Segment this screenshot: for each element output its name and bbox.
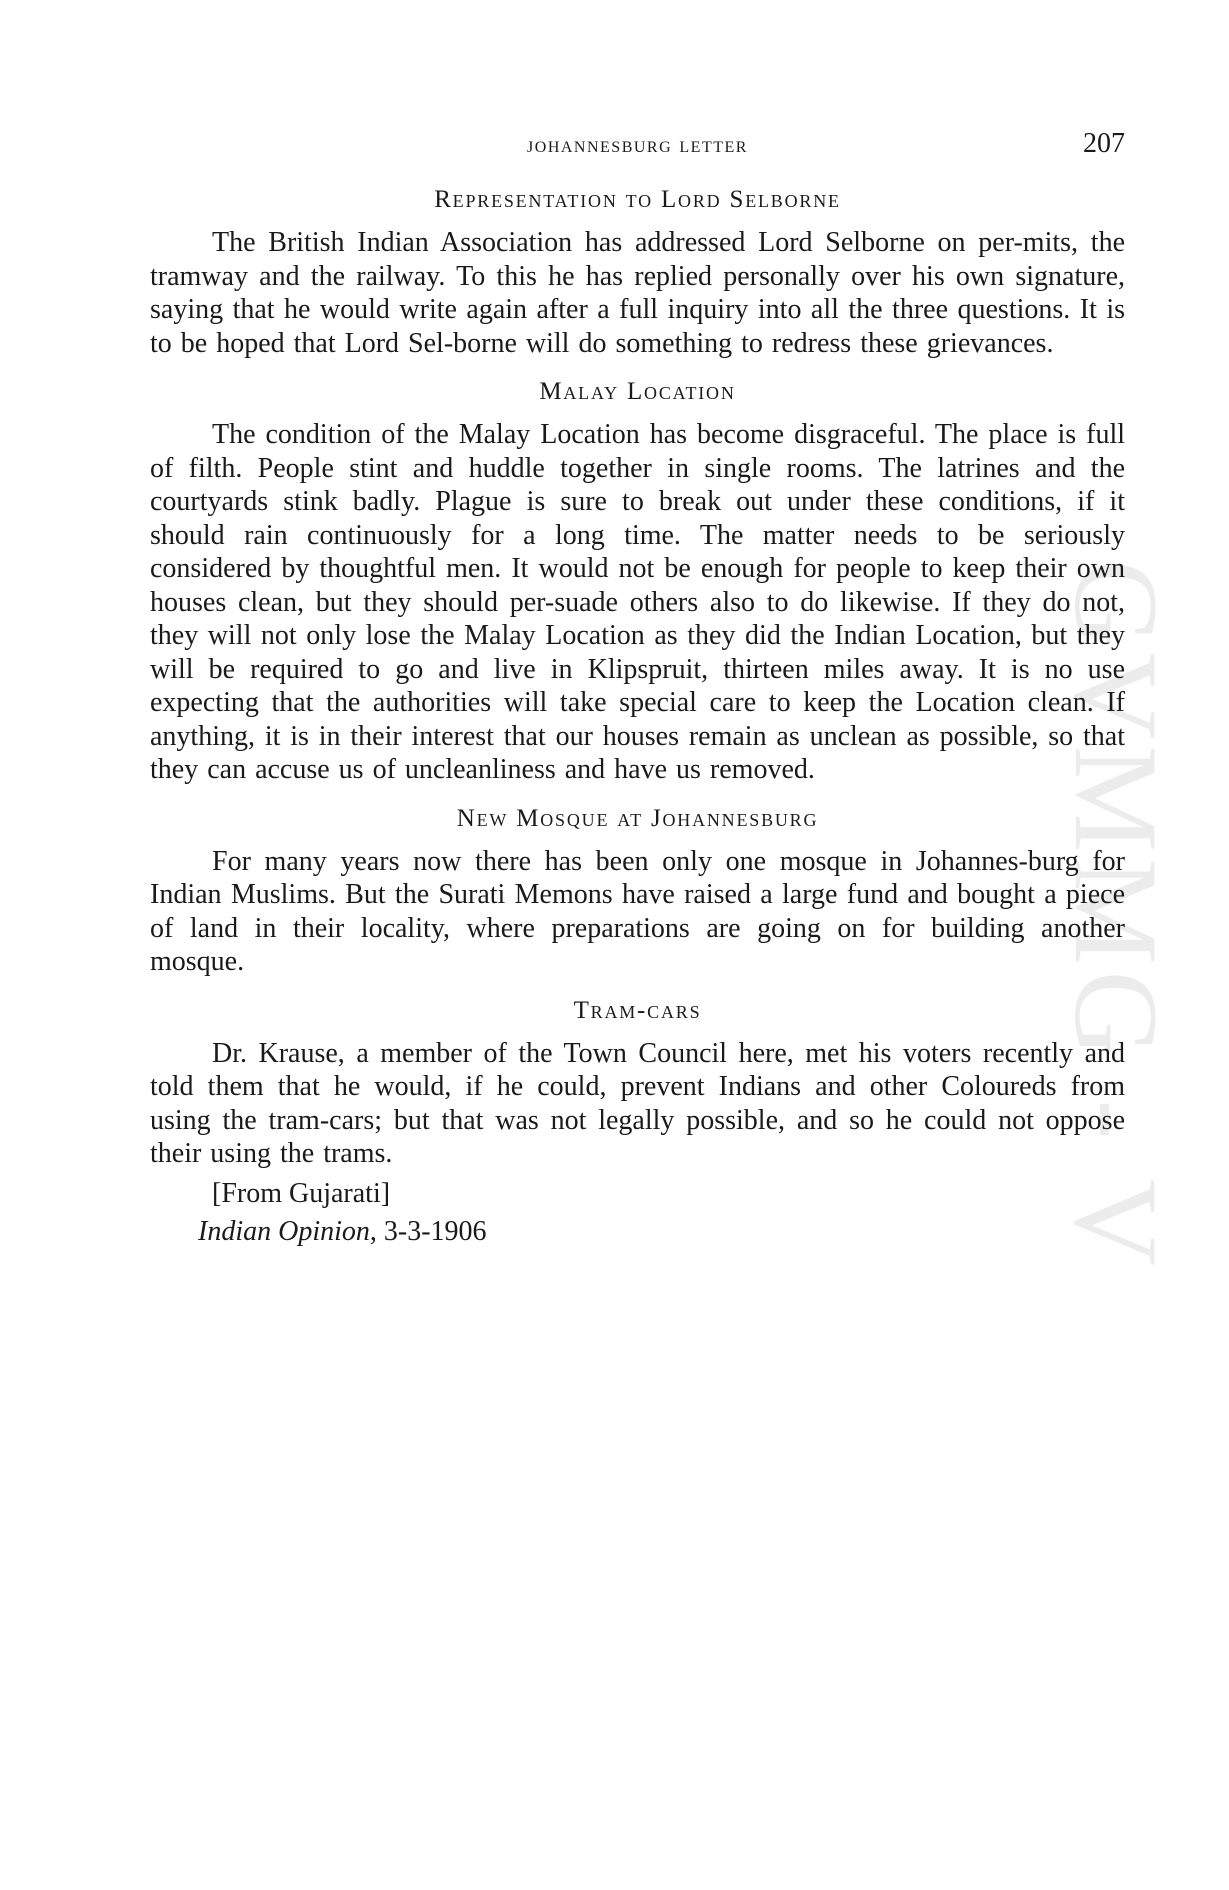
running-head: johannesburg letter xyxy=(527,132,748,157)
section-heading: Tram-cars xyxy=(573,996,702,1024)
section-heading: New Mosque at Johannesburg xyxy=(456,804,819,832)
section-tram-cars xyxy=(150,991,1125,1171)
paragraph: Dr. Krause, a member of the Town Council here, met his voters recently and told them that he would, if he could, prevent Indians and other Coloureds from using the tram-cars; but that was not legally possible, and so he could not oppose their using the trams. xyxy=(150,1037,1125,1169)
citation xyxy=(198,1213,1125,1251)
section-malay-location xyxy=(150,372,1125,787)
page-number: 207 xyxy=(1083,128,1125,159)
section-representation xyxy=(150,180,1125,360)
paragraph: For many years now there has been only one mosque in Johannes-burg for Indian Muslims. But the Surati Memons have raised a large fund and bought a piece of land in their locality, where preparations are going on for building another mosque. xyxy=(150,845,1125,977)
page-body xyxy=(150,180,1125,1251)
publication-title: Indian Opinion xyxy=(198,1215,370,1247)
page-header xyxy=(150,128,1125,168)
section-heading: Malay Location xyxy=(539,378,736,405)
paragraph: The British Indian Association has addressed Lord Selborne on per-mits, the tramway and the railway. To this he has replied personally over his own signature, saying that he would write again after a full inquiry into all the three questions. It is to be hoped that Lord Sel-borne will do something to redress these grievances. xyxy=(150,227,1125,359)
watermark-text: GVMMG - V xyxy=(1050,560,1183,1272)
paragraph: The condition of the Malay Location has become disgraceful. The place is full of filth. People stint and huddle together in single rooms. The latrines and the courtyards stink badly. Plague is sure to break out under these conditions, if it should rain continuously for a long time. The matter needs to be seriously considered by thoughtful men. It would not be enough for people to keep their own houses clean, but they should per-suade others also to do likewise. If they do not, they will not only lose the Malay Location as they did the Indian Location, but they will be required to go and live in Klipspruit, thirteen miles away. It is no use expecting that the authorities will take special care to keep the Location clean. If anything, it is in their interest that our houses remain as unclean as possible, so that they can accuse us of uncleanliness and have us removed. xyxy=(150,419,1125,785)
section-new-mosque xyxy=(150,799,1125,979)
citation-separator: , xyxy=(369,1215,384,1247)
section-heading: Representation to Lord Selborne xyxy=(434,186,841,213)
publication-date: 3-3-1906 xyxy=(383,1215,487,1247)
source-note: [From Gujarati] xyxy=(212,1177,391,1209)
